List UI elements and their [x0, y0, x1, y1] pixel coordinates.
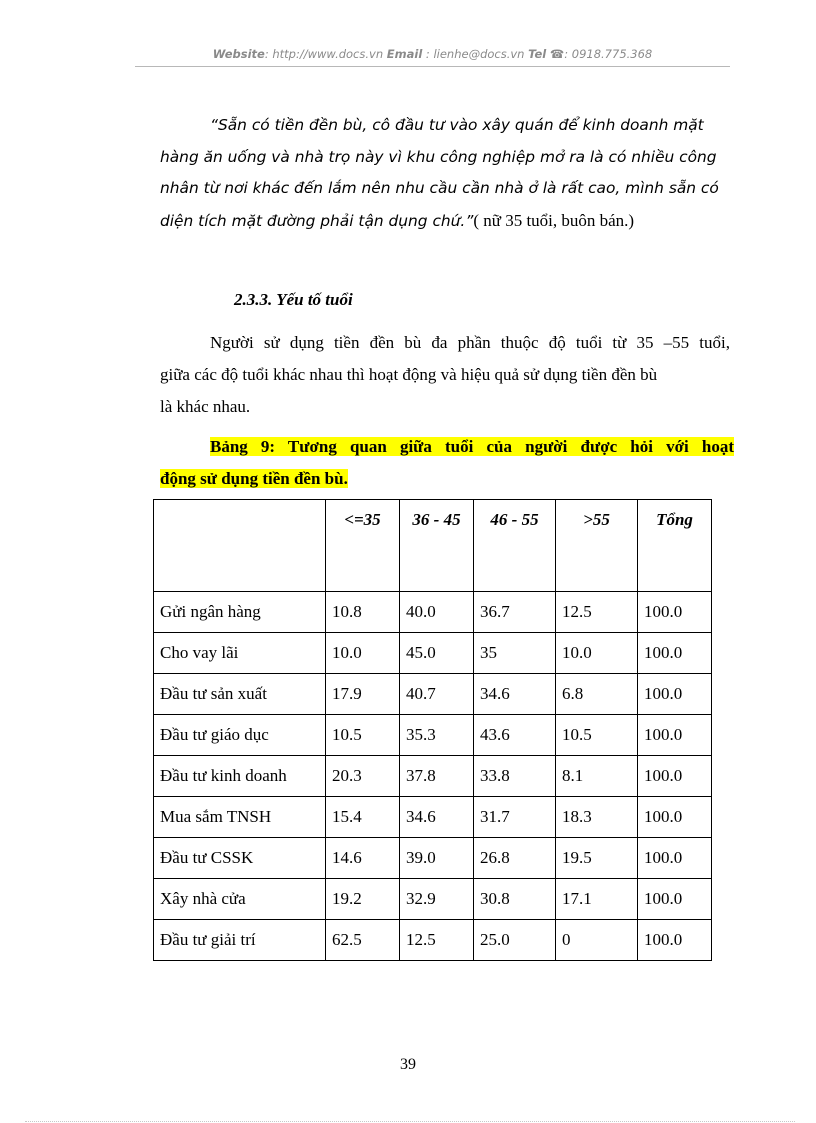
table-cell: 45.0: [400, 633, 474, 674]
table-cell: 40.0: [400, 592, 474, 633]
table-cell: 25.0: [474, 920, 556, 961]
table-cell: 36.7: [474, 592, 556, 633]
column-header: 36 - 45: [400, 500, 474, 592]
table-cell: 34.6: [400, 797, 474, 838]
table-cell: 20.3: [326, 756, 400, 797]
table-cell: 62.5: [326, 920, 400, 961]
table-cell: 0: [556, 920, 638, 961]
row-label: Đầu tư giải trí: [154, 920, 326, 961]
table-cell: 100.0: [638, 879, 712, 920]
table-cell: 17.1: [556, 879, 638, 920]
paragraph-line: Người sử dụng tiền đền bù đa phần thuộc độ tuổi từ 35 –55 tuổi,: [210, 333, 730, 352]
website-value: : http://www.docs.vn: [264, 47, 384, 61]
row-label: Đầu tư sản xuất: [154, 674, 326, 715]
tel-value: : 0918.775.368: [564, 47, 653, 61]
table-cell: 100.0: [638, 756, 712, 797]
table-cell: 100.0: [638, 920, 712, 961]
table-cell: 8.1: [556, 756, 638, 797]
section-heading: 2.3.3. Yếu tố tuổi: [234, 290, 353, 309]
quote-line-last: [160, 205, 730, 238]
caption-text-1: Bảng 9: Tương quan giữa tuổi của người được hỏi với hoạt: [210, 437, 734, 456]
table-cell: 10.8: [326, 592, 400, 633]
page-number: 39: [400, 1056, 416, 1073]
website-label: Website: [212, 47, 265, 61]
table-cell: 6.8: [556, 674, 638, 715]
table-cell: 100.0: [638, 715, 712, 756]
table-cell: 100.0: [638, 674, 712, 715]
table-row: [154, 715, 712, 756]
quote-line: nhân từ nơi khác đến lắm nên nhu cầu cần nhà ở là rất cao, mình sẵn có: [160, 179, 719, 197]
table-cell: 100.0: [638, 797, 712, 838]
table-cell: 15.4: [326, 797, 400, 838]
telephone-icon: ☎: [549, 47, 565, 61]
table-cell: 12.5: [556, 592, 638, 633]
table-cell: 100.0: [638, 633, 712, 674]
table-cell: 18.3: [556, 797, 638, 838]
column-header: <=35: [326, 500, 400, 592]
table-cell: 32.9: [400, 879, 474, 920]
table-row: [154, 797, 712, 838]
table-row: [154, 920, 712, 961]
table-row: [154, 633, 712, 674]
table-cell: 10.0: [326, 633, 400, 674]
column-header: >55: [556, 500, 638, 592]
table-cell: 10.0: [556, 633, 638, 674]
table-cell: 35: [474, 633, 556, 674]
paragraph-line: giữa các độ tuổi khác nhau thì hoạt động và hiệu quả sử dụng tiền đền bù: [160, 365, 658, 384]
body-paragraph: [160, 327, 730, 423]
table-caption: [160, 431, 734, 495]
table-cell: 34.6: [474, 674, 556, 715]
row-label: Đầu tư giáo dục: [154, 715, 326, 756]
interview-quote: [160, 110, 730, 237]
quote-text: diện tích mặt đường phải tận dụng chứ.”: [160, 211, 474, 230]
table-cell: 19.2: [326, 879, 400, 920]
header-divider: [135, 66, 730, 67]
column-header: [154, 500, 326, 592]
quote-line: hàng ăn uống và nhà trọ này vì khu công nghiệp mở ra là có nhiều công: [160, 147, 717, 166]
row-label: Đầu tư CSSK: [154, 838, 326, 879]
table-cell: 39.0: [400, 838, 474, 879]
row-label: Mua sắm TNSH: [154, 797, 326, 838]
table-cell: 12.5: [400, 920, 474, 961]
table-cell: 10.5: [556, 715, 638, 756]
table-cell: 33.8: [474, 756, 556, 797]
age-usage-table: [153, 499, 712, 961]
table-cell: 37.8: [400, 756, 474, 797]
paragraph-line: là khác nhau.: [160, 397, 251, 416]
table-cell: 43.6: [474, 715, 556, 756]
column-header: Tổng: [638, 500, 712, 592]
page-header: [135, 47, 730, 61]
caption-text-2: động sử dụng tiền đền bù.: [160, 469, 348, 488]
table-cell: 26.8: [474, 838, 556, 879]
table-cell: 31.7: [474, 797, 556, 838]
email-label: Email: [386, 47, 423, 61]
footer-divider: [25, 1121, 795, 1122]
table-row: [154, 674, 712, 715]
table-cell: 100.0: [638, 838, 712, 879]
table-cell: 35.3: [400, 715, 474, 756]
table-cell: 100.0: [638, 592, 712, 633]
table-cell: 40.7: [400, 674, 474, 715]
table-row: [154, 756, 712, 797]
row-label: Cho vay lãi: [154, 633, 326, 674]
table-row: [154, 592, 712, 633]
caption-line-1: [160, 431, 734, 463]
table-row: [154, 838, 712, 879]
table-cell: 14.6: [326, 838, 400, 879]
tel-label: Tel: [528, 47, 547, 61]
table-row: [154, 879, 712, 920]
table-cell: 30.8: [474, 879, 556, 920]
row-label: Gửi ngân hàng: [154, 592, 326, 633]
quote-attribution: ( nữ 35 tuổi, buôn bán.): [473, 210, 635, 230]
caption-line-2: [160, 463, 734, 495]
email-value: : lienhe@docs.vn: [425, 47, 525, 61]
row-label: Xây nhà cửa: [154, 879, 326, 920]
column-header: 46 - 55: [474, 500, 556, 592]
table-cell: 10.5: [326, 715, 400, 756]
table-header-row: [154, 500, 712, 592]
quote-line: “Sẵn có tiền đền bù, cô đầu tư vào xây quán để kinh doanh mặt: [210, 116, 704, 134]
row-label: Đầu tư kinh doanh: [154, 756, 326, 797]
table-cell: 17.9: [326, 674, 400, 715]
table-cell: 19.5: [556, 838, 638, 879]
